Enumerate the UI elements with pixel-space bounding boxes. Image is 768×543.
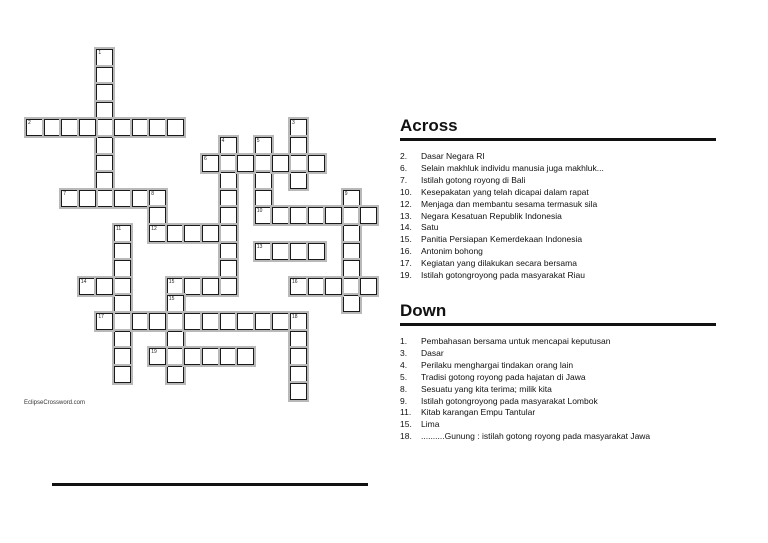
- down-clue-list: [400, 336, 718, 443]
- grid-cell[interactable]: [290, 366, 307, 383]
- grid-cell[interactable]: [44, 119, 61, 136]
- grid-cell[interactable]: [255, 137, 272, 154]
- clue-start-number: 8: [151, 190, 154, 197]
- grid-cell[interactable]: [96, 119, 113, 136]
- clue-start-number: 13: [256, 243, 263, 250]
- grid-cell[interactable]: [220, 172, 237, 189]
- grid-cell[interactable]: [255, 243, 272, 260]
- clue-number: 15.: [400, 234, 412, 245]
- clue-text: ..........Gunung : istilah gotong royong pada masyarakat Jawa: [421, 431, 651, 442]
- grid-cell[interactable]: [360, 207, 377, 224]
- grid-cell[interactable]: [184, 348, 201, 365]
- grid-cell[interactable]: [290, 207, 307, 224]
- clue-text: Negara Kesatuan Republik Indonesia: [421, 210, 562, 221]
- clue-number: 8.: [400, 383, 408, 394]
- grid-cell[interactable]: [237, 155, 254, 172]
- grid-cell[interactable]: [220, 207, 237, 224]
- grid-cell[interactable]: [290, 137, 307, 154]
- grid-cell[interactable]: [290, 331, 307, 348]
- clue-number: 5.: [400, 371, 408, 382]
- clue-start-number: 15: [168, 278, 175, 285]
- clue-start-number: 7: [63, 190, 66, 197]
- clue-number: 10.: [400, 186, 412, 197]
- grid-cell[interactable]: [343, 190, 360, 207]
- grid-cell[interactable]: [167, 331, 184, 348]
- grid-cell[interactable]: [343, 260, 360, 277]
- grid-cell[interactable]: [149, 190, 166, 207]
- clue-start-number: 3: [292, 120, 295, 127]
- grid-cell[interactable]: [272, 243, 289, 260]
- grid-cell[interactable]: [290, 172, 307, 189]
- grid-cell[interactable]: [343, 207, 360, 224]
- grid-cell[interactable]: [220, 225, 237, 242]
- grid-cell[interactable]: [343, 225, 360, 242]
- grid-cell[interactable]: [220, 243, 237, 260]
- grid-cell[interactable]: [308, 278, 325, 295]
- grid-cell[interactable]: [114, 243, 131, 260]
- grid-cell[interactable]: [61, 190, 78, 207]
- grid-cell[interactable]: [290, 383, 307, 400]
- clue-text: Lima: [421, 419, 440, 430]
- grid-cell[interactable]: [308, 155, 325, 172]
- grid-cell[interactable]: [325, 278, 342, 295]
- clue-start-number: 6: [204, 155, 207, 162]
- clue-text: Kegiatan yang dilakukan secara bersama: [421, 258, 577, 269]
- clue-number: 12.: [400, 198, 412, 209]
- grid-cell[interactable]: [343, 278, 360, 295]
- grid-cell[interactable]: [202, 313, 219, 330]
- grid-cell[interactable]: [220, 137, 237, 154]
- grid-cell[interactable]: [96, 172, 113, 189]
- grid-cell[interactable]: [132, 190, 149, 207]
- grid-cell[interactable]: [114, 190, 131, 207]
- clue-text: Dasar Negara RI: [421, 151, 485, 161]
- clue-number: 14.: [400, 222, 412, 233]
- grid-cell[interactable]: [79, 190, 96, 207]
- clue-text: Pembahasan bersama untuk mencapai keputusan: [421, 336, 611, 346]
- grid-cell[interactable]: [96, 67, 113, 84]
- grid-cell[interactable]: [184, 225, 201, 242]
- grid-cell[interactable]: [290, 313, 307, 330]
- grid-cell[interactable]: [149, 313, 166, 330]
- grid-cell[interactable]: [149, 225, 166, 242]
- grid-cell[interactable]: [132, 119, 149, 136]
- grid-cell[interactable]: [255, 172, 272, 189]
- grid-cell[interactable]: [96, 313, 113, 330]
- clue-text: Kitab karangan Empu Tantular: [421, 407, 536, 418]
- grid-cell[interactable]: [290, 348, 307, 365]
- clue-text: Panitia Persiapan Kemerdekaan Indonesia: [421, 234, 583, 245]
- grid-cell[interactable]: [290, 278, 307, 295]
- grid-cell[interactable]: [220, 348, 237, 365]
- grid-cell[interactable]: [220, 313, 237, 330]
- grid-cell[interactable]: [114, 331, 131, 348]
- grid-cell[interactable]: [114, 366, 131, 383]
- clue-item: [400, 407, 718, 419]
- clue-text: Perilaku menghargai tindakan orang lain: [421, 359, 574, 370]
- clue-start-number: 9: [344, 190, 348, 197]
- grid-cell[interactable]: [220, 260, 237, 277]
- clue-text: Menjaga dan membantu sesama termasuk sila: [421, 198, 598, 209]
- clue-item: [400, 431, 718, 443]
- clue-start-number: 1: [98, 50, 102, 56]
- clue-item: [400, 419, 718, 431]
- clue-start-number: 14: [80, 278, 87, 285]
- grid-cell[interactable]: [220, 155, 237, 172]
- grid-cell[interactable]: [167, 348, 184, 365]
- across-clue-list: [400, 151, 718, 282]
- grid-cell[interactable]: [290, 119, 307, 136]
- across-panel: [400, 116, 718, 282]
- clue-start-number: 17: [98, 314, 104, 320]
- clue-number: 11.: [400, 407, 412, 418]
- grid-cell[interactable]: [114, 119, 131, 136]
- clue-start-number: 5: [256, 138, 260, 144]
- grid-cell[interactable]: [114, 278, 131, 295]
- clue-text: Antonim bohong: [421, 246, 483, 257]
- clue-number: 16.: [400, 246, 412, 257]
- clue-number: 15.: [400, 419, 412, 430]
- grid-cell[interactable]: [255, 190, 272, 207]
- clue-text: Selain makhluk individu manusia juga makhluk...: [421, 162, 604, 173]
- clue-item: [400, 372, 718, 384]
- grid-cell[interactable]: [167, 313, 184, 330]
- clue-item: [400, 163, 718, 175]
- clue-item: [400, 211, 718, 223]
- clue-start-number: 18: [292, 314, 298, 320]
- clue-start-number: 4: [221, 138, 225, 144]
- grid-cell[interactable]: [167, 278, 184, 295]
- grid-cell[interactable]: [360, 278, 377, 295]
- grid-cell[interactable]: [96, 49, 113, 66]
- grid-cell[interactable]: [114, 225, 131, 242]
- clue-item: [400, 175, 718, 187]
- grid-cell[interactable]: [114, 348, 131, 365]
- clue-item: [400, 151, 718, 163]
- grid-cell[interactable]: [96, 137, 113, 154]
- grid-cell[interactable]: [220, 278, 237, 295]
- grid-cell[interactable]: [308, 207, 325, 224]
- grid-cell[interactable]: [114, 260, 131, 277]
- clue-number: 13.: [400, 210, 412, 221]
- clue-text: Kesepakatan yang telah dicapai dalam rapat: [421, 186, 589, 197]
- grid-cell[interactable]: [272, 207, 289, 224]
- grid-cell[interactable]: [96, 84, 113, 101]
- grid-cell[interactable]: [220, 190, 237, 207]
- grid-cell[interactable]: [167, 366, 184, 383]
- clue-number: 19.: [400, 270, 412, 281]
- grid-cell[interactable]: [202, 278, 219, 295]
- grid-cell[interactable]: [255, 155, 272, 172]
- grid-cell[interactable]: [96, 278, 113, 295]
- grid-cell[interactable]: [343, 295, 360, 312]
- clue-item: [400, 258, 718, 270]
- clue-start-number: 2: [28, 120, 31, 127]
- grid-cell[interactable]: [96, 102, 113, 119]
- grid-cell[interactable]: [114, 295, 131, 312]
- clue-start-number: 11: [116, 226, 122, 232]
- clue-text: Sesuatu yang kita terima; milik kita: [421, 383, 552, 394]
- clue-start-number: 12: [151, 226, 157, 232]
- down-heading: Down: [400, 301, 716, 326]
- clue-item: [400, 222, 718, 234]
- grid-cell[interactable]: [255, 313, 272, 330]
- clue-text: Satu: [421, 222, 439, 233]
- grid-cell[interactable]: [290, 155, 307, 172]
- clue-number: 1.: [400, 336, 408, 346]
- clue-number: 7.: [400, 174, 408, 185]
- grid-cell[interactable]: [26, 119, 43, 136]
- grid-cell[interactable]: [202, 348, 219, 365]
- clue-item: [400, 270, 718, 282]
- clue-text: Istilah gotongroyong pada masyarakat Lombok: [421, 395, 598, 406]
- down-panel: [400, 301, 718, 443]
- name-line: [52, 483, 368, 486]
- grid-cell[interactable]: [237, 313, 254, 330]
- clue-text: Istilah gotongroyong pada masyarakat Riau: [421, 270, 585, 281]
- clue-number: 17.: [400, 258, 412, 269]
- across-heading: Across: [400, 116, 716, 141]
- grid-cell[interactable]: [343, 243, 360, 260]
- grid-cell[interactable]: [202, 155, 219, 172]
- clue-start-number: 19: [151, 349, 157, 356]
- grid-cell[interactable]: [202, 225, 219, 242]
- clue-number: 9.: [400, 395, 408, 406]
- grid-cell[interactable]: [149, 119, 166, 136]
- clue-number: 3.: [400, 347, 408, 358]
- grid-cell[interactable]: [96, 190, 113, 207]
- grid-cell[interactable]: [167, 295, 184, 312]
- grid-cell[interactable]: [167, 225, 184, 242]
- clue-text: Tradisi gotong royong pada hajatan di Jawa: [421, 371, 586, 382]
- clue-item: [400, 384, 718, 396]
- grid-cell[interactable]: [272, 313, 289, 330]
- grid-cell[interactable]: [79, 119, 96, 136]
- grid-cell[interactable]: [290, 243, 307, 260]
- clue-item: [400, 187, 718, 199]
- grid-cell[interactable]: [114, 313, 131, 330]
- grid-cell[interactable]: [184, 313, 201, 330]
- clue-number: 18.: [400, 431, 412, 442]
- grid-cell[interactable]: [79, 278, 96, 295]
- clue-item: [400, 234, 718, 246]
- grid-cell[interactable]: [308, 243, 325, 260]
- credit-text: EclipseCrossword.com: [24, 400, 86, 406]
- grid-cell[interactable]: [167, 119, 184, 136]
- clue-start-number: 15: [168, 296, 175, 303]
- clue-start-number: 10: [256, 208, 263, 215]
- clue-text: Dasar: [421, 347, 444, 358]
- grid-cell[interactable]: [255, 207, 272, 224]
- clue-item: [400, 348, 718, 360]
- grid-cell[interactable]: [272, 155, 289, 172]
- grid-cell[interactable]: [325, 207, 342, 224]
- grid-cell[interactable]: [184, 278, 201, 295]
- clue-start-number: 16: [292, 278, 298, 285]
- clue-item: [400, 246, 718, 258]
- clue-item: [400, 396, 718, 408]
- grid-cell[interactable]: [96, 155, 113, 172]
- clue-number: 4.: [400, 359, 408, 370]
- grid-cell[interactable]: [149, 207, 166, 224]
- grid-cell[interactable]: [132, 313, 149, 330]
- grid-cell[interactable]: [237, 348, 254, 365]
- clue-item: [400, 199, 718, 211]
- clue-number: 6.: [400, 162, 408, 173]
- grid-cell[interactable]: [61, 119, 78, 136]
- grid-cell[interactable]: [149, 348, 166, 365]
- clue-text: Istilah gotong royong di Bali: [421, 174, 526, 185]
- clue-item: [400, 360, 718, 372]
- clue-item: [400, 336, 718, 348]
- clue-number: 2.: [400, 151, 408, 161]
